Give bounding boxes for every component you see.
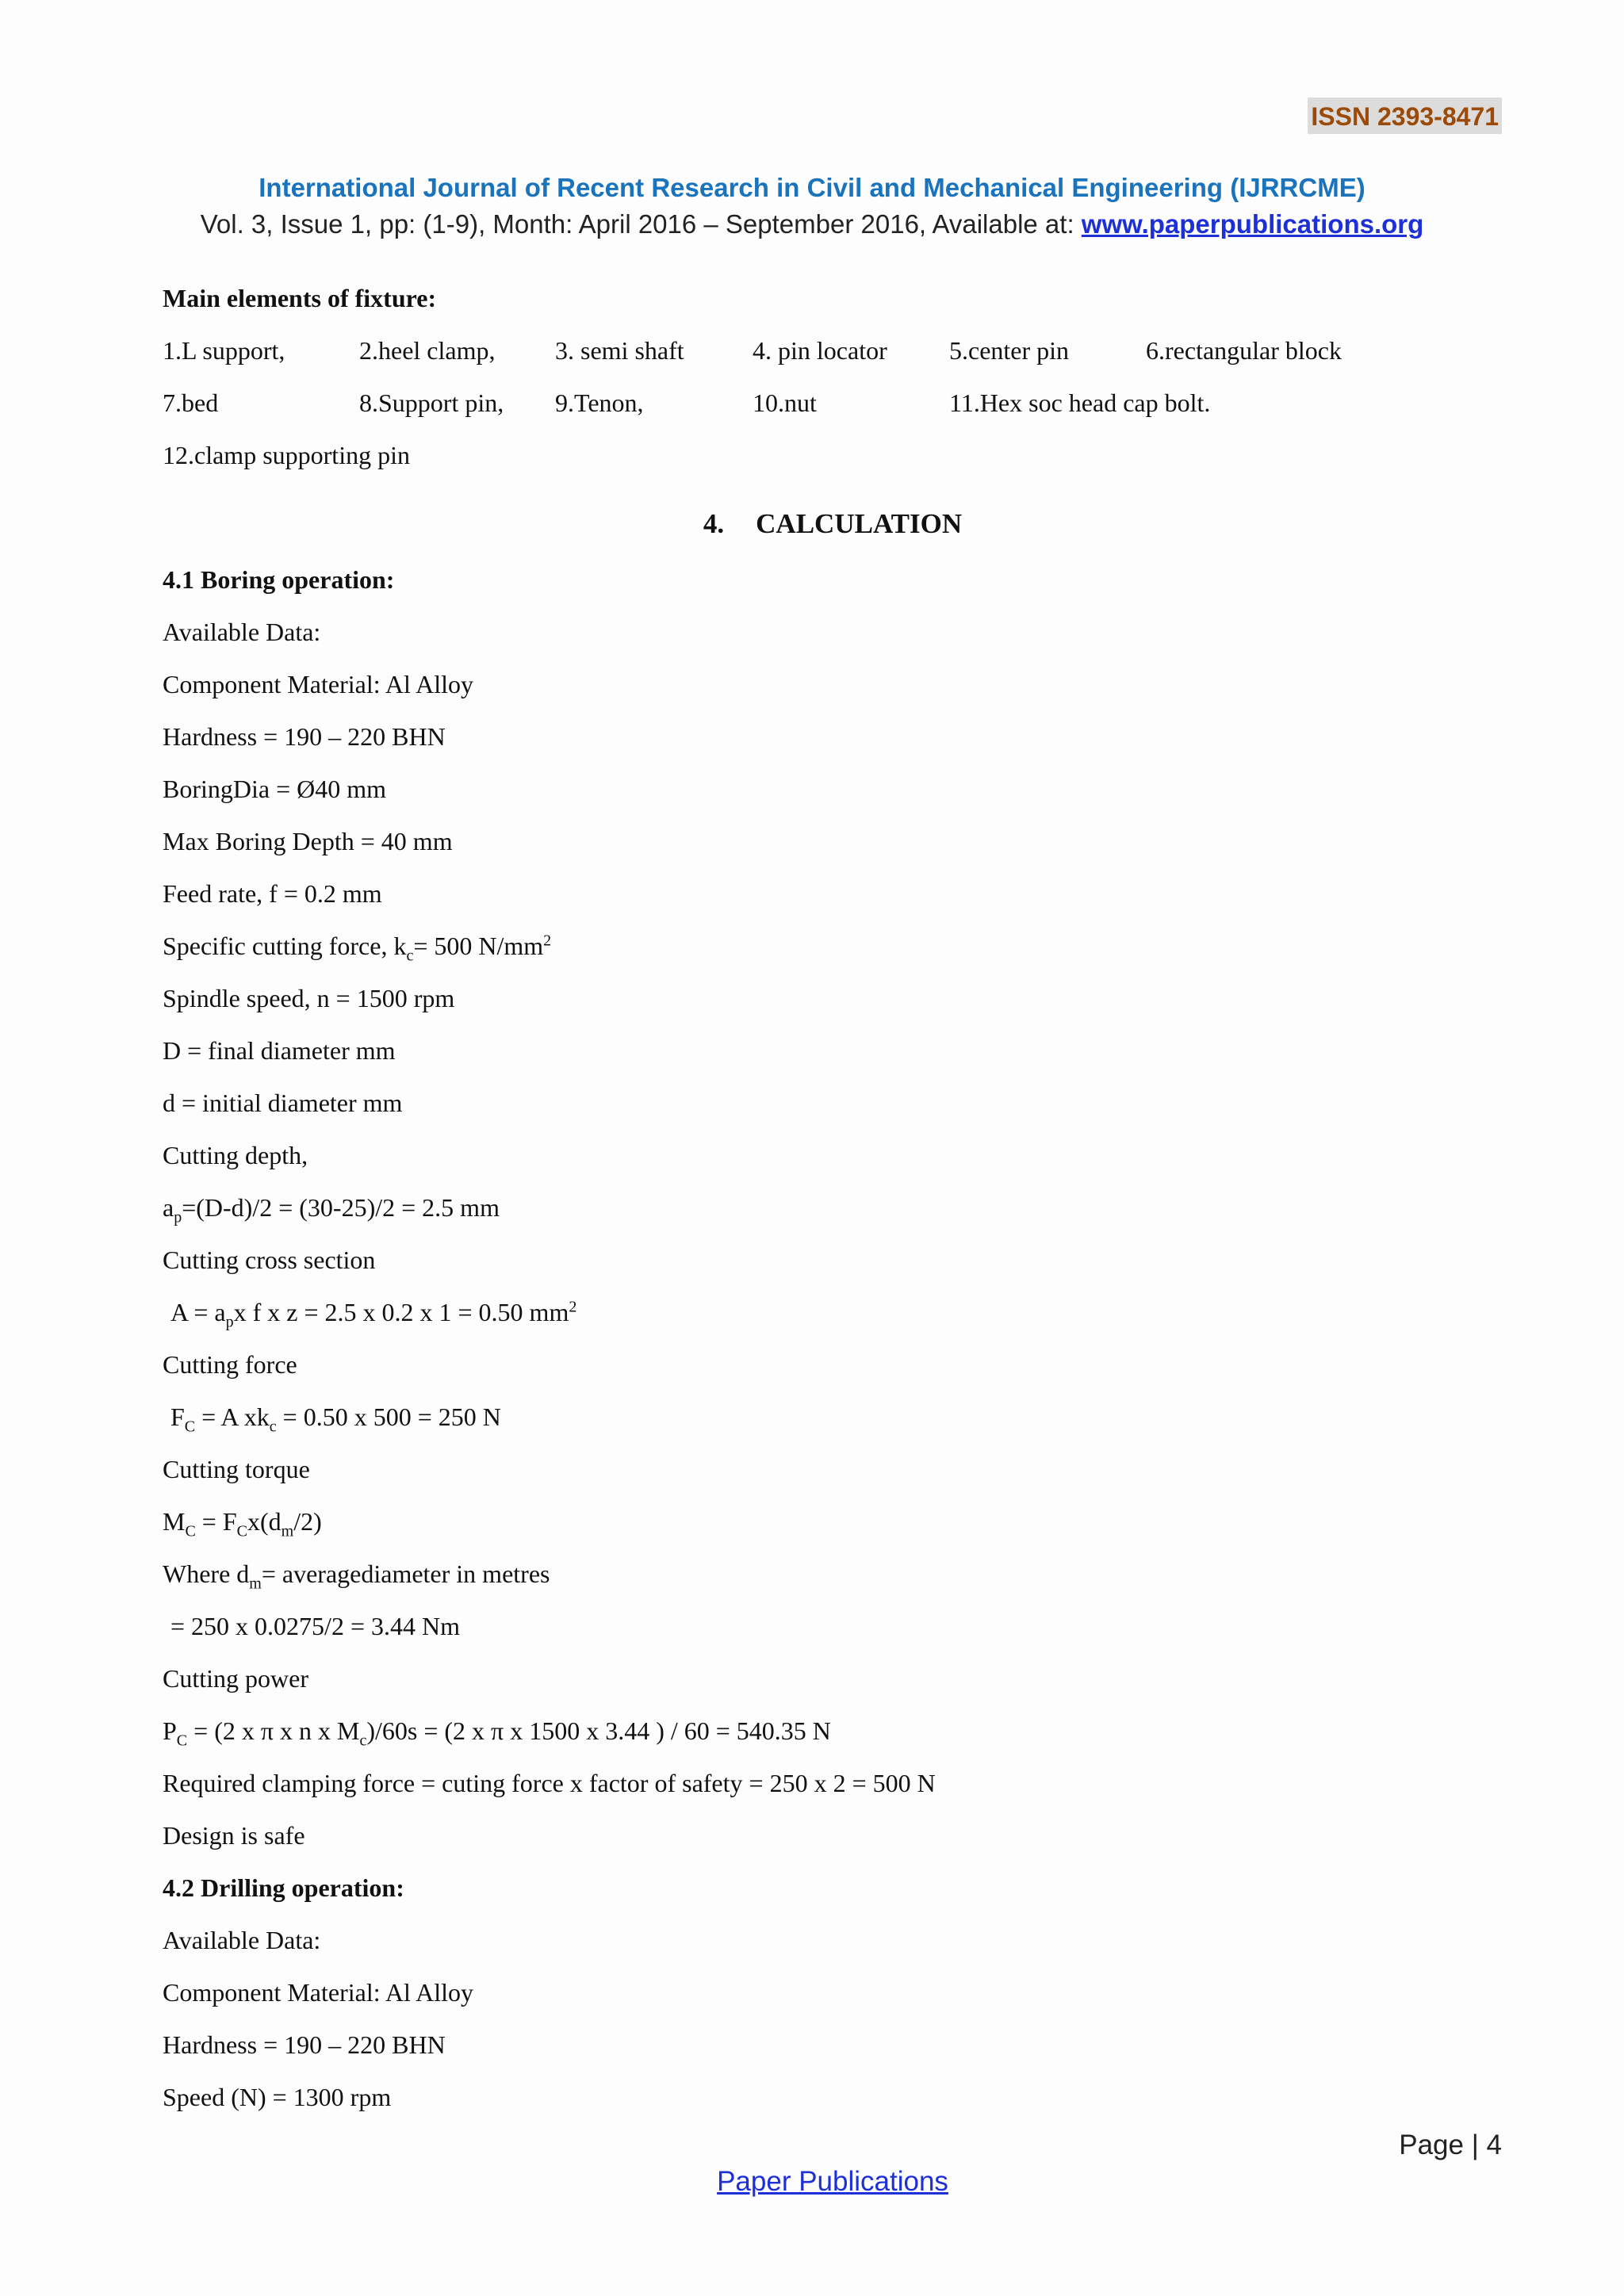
boring-spindle: Spindle speed, n = 1500 rpm [163, 984, 455, 1012]
boring-depth: Max Boring Depth = 40 mm [163, 827, 453, 855]
drilling-material: Component Material: Al Alloy [163, 1978, 473, 2007]
torque-mid2: x(d [247, 1507, 282, 1536]
force-mid: = A xk [195, 1402, 270, 1431]
boring-hardness: Hardness = 190 – 220 BHN [163, 722, 446, 751]
where-sub: m [249, 1575, 262, 1593]
force-formula [170, 1401, 501, 1436]
torque-end: /2) [293, 1507, 322, 1536]
publisher-footer [0, 2166, 1624, 2198]
kc-text: Specific cutting force, k [163, 932, 407, 960]
torque-text: M [163, 1507, 186, 1536]
issn-label: ISSN 2393-8471 [1308, 98, 1502, 134]
cross-section-label: Cutting cross section [163, 1246, 376, 1274]
drilling-available: Available Data: [163, 1926, 321, 1954]
fixture-item: 10.nut [753, 388, 817, 417]
torque-value: = 250 x 0.0275/2 = 3.44 Nm [170, 1612, 460, 1640]
kc-sup: 2 [543, 932, 552, 950]
ap-value: =(D-d)/2 = (30-25)/2 = 2.5 mm [182, 1193, 500, 1222]
cutting-depth-label: Cutting depth, [163, 1141, 308, 1169]
force-sub2: c [269, 1418, 277, 1436]
journal-info-text: Vol. 3, Issue 1, pp: (1-9), Month: April 2016 – September 2016, Available at: [200, 209, 1082, 239]
force-label: Cutting force [163, 1350, 297, 1379]
power-formula [163, 1715, 831, 1750]
fixture-item: 5.center pin [949, 336, 1070, 365]
force-text: F [170, 1402, 185, 1431]
boring-material: Component Material: Al Alloy [163, 670, 473, 698]
fixture-row-3: 12.clamp supporting pin [163, 441, 410, 469]
boring-title: 4.1 Boring operation: [163, 565, 395, 594]
power-label: Cutting power [163, 1664, 308, 1693]
ap-sub: p [174, 1208, 182, 1226]
fixture-title: Main elements of fixture: [163, 284, 437, 312]
page-number: Page | 4 [1399, 2130, 1502, 2160]
force-value: = 0.50 x 500 = 250 N [276, 1402, 501, 1431]
power-sub: C [176, 1732, 188, 1750]
boring-d-def: d = initial diameter mm [163, 1089, 403, 1117]
kc-value: = 500 N/mm [413, 932, 544, 960]
fixture-item: 3. semi shaft [555, 336, 684, 365]
torque-sub: C [185, 1522, 196, 1540]
fixture-item: 1.L support, [163, 336, 285, 365]
kc-sub: c [406, 947, 414, 965]
area-formula [170, 1296, 577, 1331]
drilling-title: 4.2 Drilling operation: [163, 1873, 404, 1902]
power-text: P [163, 1716, 177, 1745]
torque-formula [163, 1506, 322, 1540]
design-safe: Design is safe [163, 1821, 305, 1850]
fixture-item: 2.heel clamp, [359, 336, 496, 365]
power-mid: = (2 x π x n x M [187, 1716, 360, 1745]
journal-info [0, 209, 1624, 239]
fixture-item: 9.Tenon, [555, 388, 644, 417]
ap-text: a [163, 1193, 174, 1222]
drilling-hardness: Hardness = 190 – 220 BHN [163, 2030, 446, 2059]
fixture-item: 8.Support pin, [359, 388, 504, 417]
fixture-item: 11.Hex soc head cap bolt. [949, 388, 1211, 417]
section-title: CALCULATION [756, 508, 963, 539]
area-value: x f x z = 2.5 x 0.2 x 1 = 0.50 mm [233, 1298, 569, 1326]
torque-sub3: m [281, 1522, 294, 1540]
where-text: Where d [163, 1559, 250, 1588]
boring-kc [163, 930, 552, 965]
publisher-link[interactable]: Paper Publications [717, 2166, 948, 2197]
area-sub: p [225, 1313, 234, 1331]
boring-feed: Feed rate, f = 0.2 mm [163, 879, 382, 908]
torque-sub2: C [236, 1522, 247, 1540]
force-sub: C [184, 1418, 196, 1436]
section-number: 4. [703, 508, 725, 539]
clamping-force: Required clamping force = cuting force x factor of safety = 250 x 2 = 500 N [163, 1769, 936, 1797]
power-sub2: c [359, 1732, 367, 1750]
area-sup: 2 [569, 1298, 577, 1316]
area-text: A = a [170, 1298, 226, 1326]
fixture-item: 7.bed [163, 388, 219, 417]
section-heading [0, 508, 1624, 540]
boring-D-def: D = final diameter mm [163, 1036, 396, 1065]
journal-title: International Journal of Recent Research in Civil and Mechanical Engineering (IJRRCME) [259, 173, 1365, 202]
fixture-item: 6.rectangular block [1146, 336, 1342, 365]
boring-available: Available Data: [163, 618, 321, 646]
fixture-item: 4. pin locator [753, 336, 887, 365]
torque-mid: = F [195, 1507, 237, 1536]
torque-label: Cutting torque [163, 1455, 310, 1483]
ap-formula [163, 1192, 500, 1226]
drilling-speed: Speed (N) = 1300 rpm [163, 2083, 392, 2111]
where-value: = averagediameter in metres [261, 1559, 550, 1588]
boring-dia: BoringDia = Ø40 mm [163, 775, 387, 803]
where-dm [163, 1558, 550, 1593]
power-value: )/60s = (2 x π x 1500 x 3.44 ) / 60 = 540.35 N [366, 1716, 831, 1745]
journal-website-link[interactable]: www.paperpublications.org [1081, 209, 1424, 239]
